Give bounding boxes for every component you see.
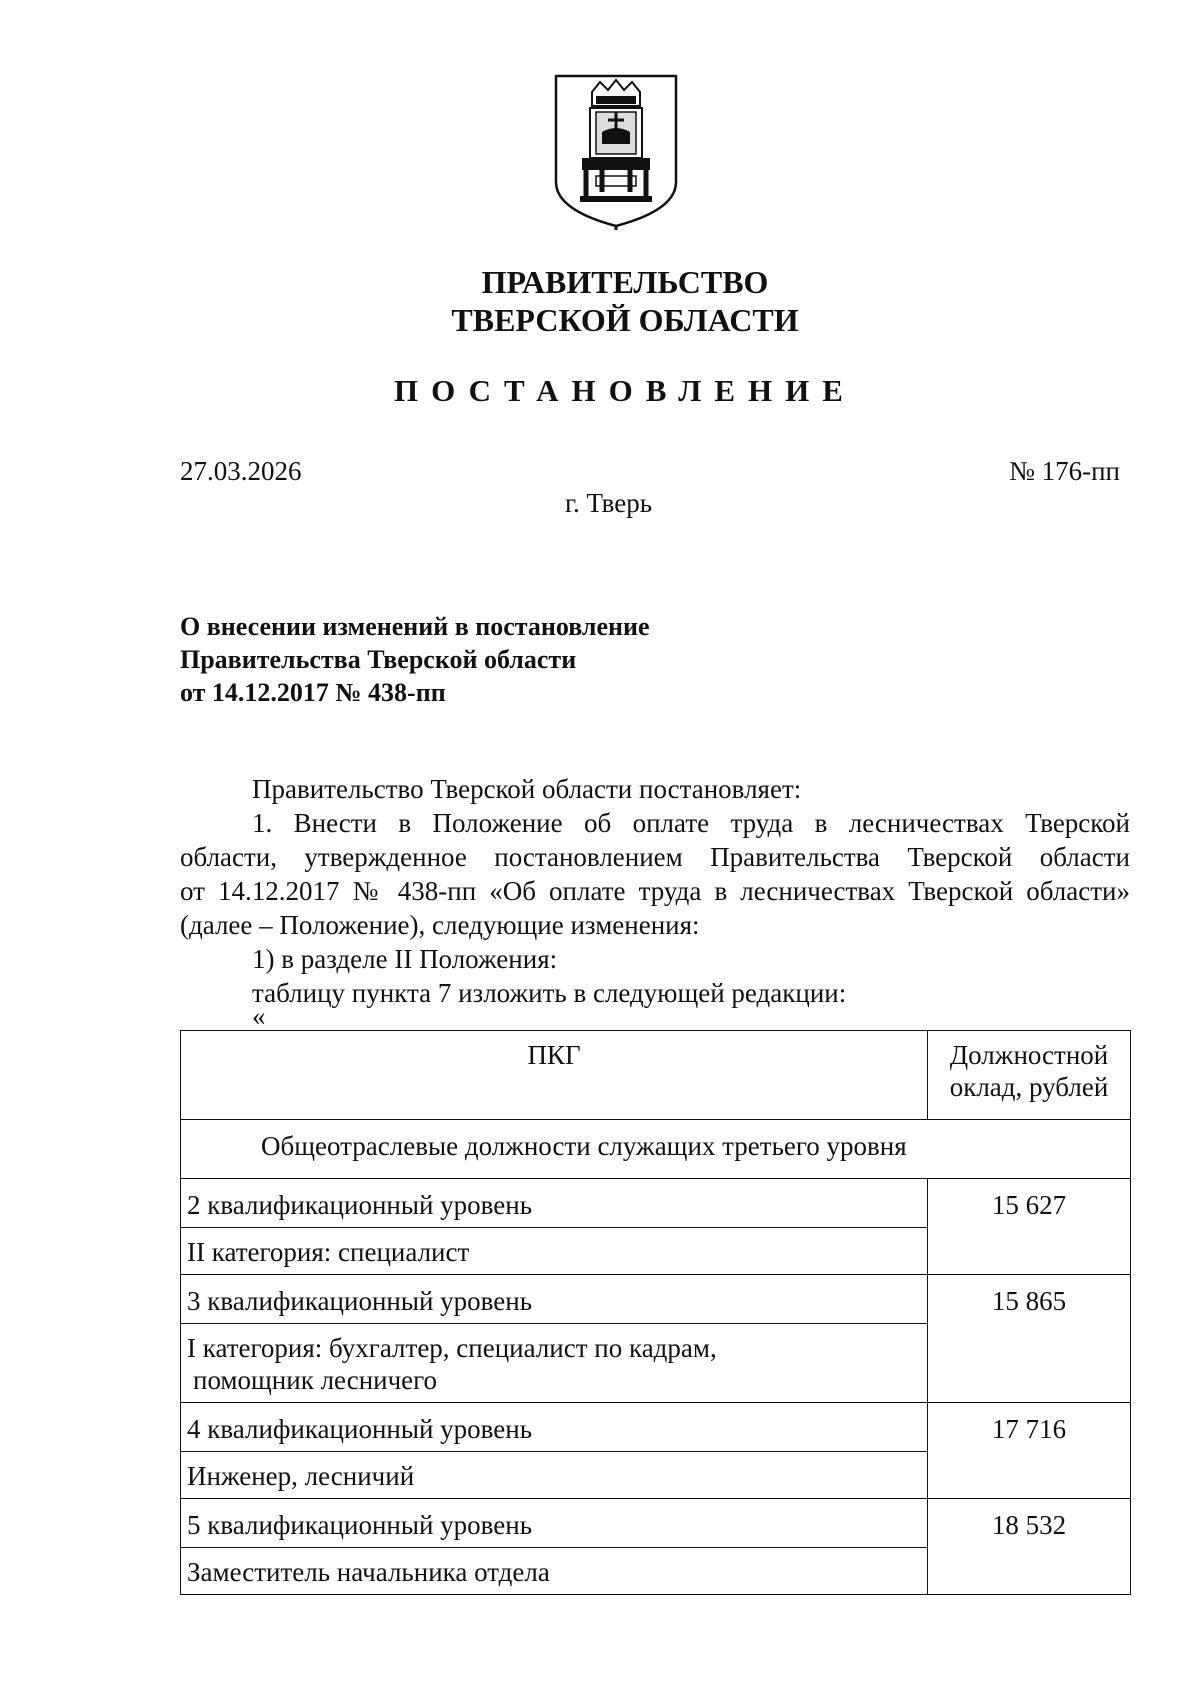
header-salary-line2: оклад, рублей [949,1072,1109,1102]
open-quote: « [252,1001,266,1031]
category-cell: Инженер, лесничий [181,1452,928,1499]
group-title: Общеотраслевые должности служащих третьего уровня [181,1120,1131,1179]
table-group-row [181,1120,1131,1179]
document-number: № 176-пп [1009,456,1120,486]
category-line2: помощник лесничего [193,1365,438,1395]
salary-cell: 18 532 [928,1499,1131,1595]
salary-cell: 15 865 [928,1275,1131,1403]
level-cell: 2 квалификационный уровень [181,1179,928,1228]
document-type-title: ПОСТАНОВЛЕНИЕ [394,373,856,408]
level-cell: 5 квалификационный уровень [181,1499,928,1548]
salary-cell: 15 627 [928,1179,1131,1275]
table-row [181,1275,1131,1324]
intro-paragraph: Правительство Тверской области постановляет: [252,774,802,804]
salary-table [180,1030,1131,1595]
document-city: г. Тверь [565,488,653,518]
category-cell: Заместитель начальника отдела [181,1548,928,1595]
tver-coat-of-arms-icon [552,72,680,230]
category-cell [181,1324,928,1403]
header-salary [928,1031,1131,1120]
category-cell: II категория: специалист [181,1228,928,1275]
level-cell: 3 квалификационный уровень [181,1275,928,1324]
item1-line4: (далее – Положение), следующие изменения: [180,910,700,940]
header-pkg: ПКГ [181,1031,928,1120]
document-date: 27.03.2026 [180,456,302,486]
item1-line3: от 14.12.2017 № 438-пп «Об оплате труда в лесничествах Тверской области» [180,876,1130,906]
table-row [181,1403,1131,1452]
subitem1: 1) в разделе II Положения: [252,944,558,974]
header-salary-line1: Должностной [949,1040,1109,1070]
subject-line2: Правительства Тверской области [180,645,577,674]
salary-cell: 17 716 [928,1403,1131,1499]
item1-line2: области, утвержденное постановлением Правительства Тверской области [180,842,1130,872]
item1-line1: 1. Внести в Положение об оплате труда в лесничествах Тверской [252,808,1130,838]
table-header-row [181,1031,1131,1120]
organization-name-line2: ТВЕРСКОЙ ОБЛАСТИ [451,302,799,338]
subitem1-text: таблицу пункта 7 изложить в следующей редакции: [252,978,847,1008]
table-row [181,1499,1131,1548]
subject-line1: О внесении изменений в постановление [180,612,650,641]
level-cell: 4 квалификационный уровень [181,1403,928,1452]
organization-name-line1: ПРАВИТЕЛЬСТВО [481,264,769,300]
category-line1: I категория: бухгалтер, специалист по кадрам, [187,1333,717,1363]
table-row [181,1179,1131,1228]
subject-line3: от 14.12.2017 № 438-пп [180,678,446,707]
